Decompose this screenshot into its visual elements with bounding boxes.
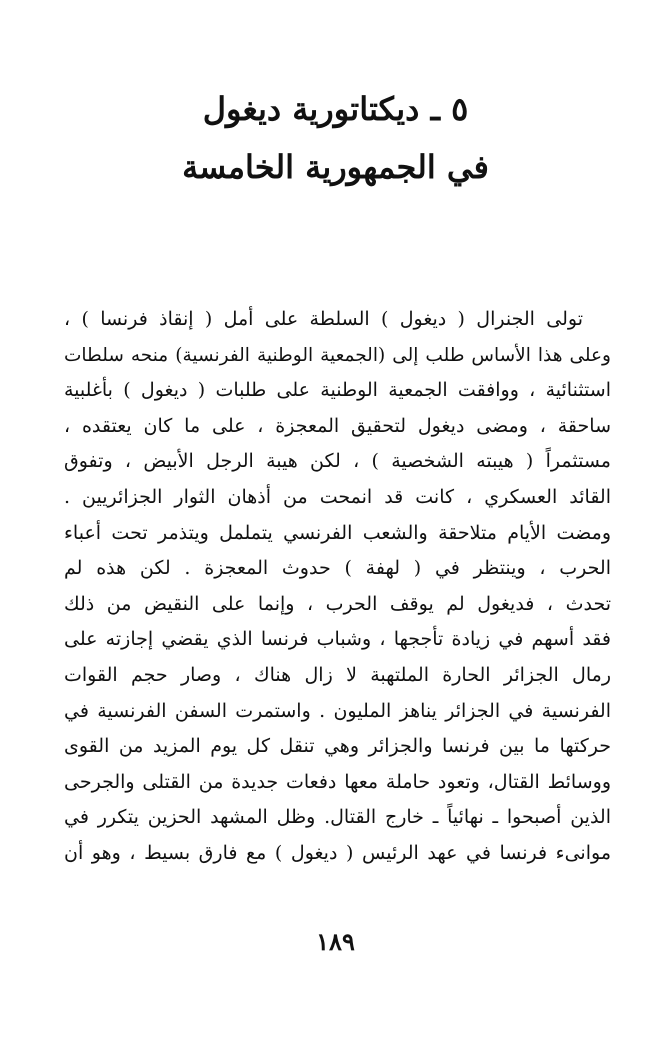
text-line: ومضت الأيام متلاحقة والشعب الفرنسي يتململ ويتذمر تحت أعباء — [64, 521, 611, 544]
text-line: تولى الجنرال ( ديغول ) السلطة على أمل ( إنقاذ فرنسا ) ، — [64, 308, 583, 330]
text-line: ساحقة ، ومضى ديغول لتحقيق المعجزة ، على ما كان يعتقده ، — [64, 414, 611, 437]
body-text — [64, 302, 611, 872]
chapter-title-line-2: في الجمهورية الخامسة — [182, 148, 489, 186]
text-line: رمال الجزائر الحارة الملتهبة لا زال هناك ، وصار حجم القوات — [64, 663, 611, 686]
text-line: موانىء فرنسا في عهد الرئيس ( ديغول ) مع فارق بسيط ، وهو أن — [64, 841, 611, 864]
text-line: وعلى هذا الأساس طلب إلى (الجمعية الوطنية الفرنسية) منحه سلطات — [64, 344, 611, 366]
chapter-title — [60, 80, 611, 196]
text-line: ووسائط القتال، وتعود حاملة معها دفعات جديدة من القتلى والجرحى — [64, 770, 611, 793]
text-line: الذين أصبحوا ـ نهائياً ـ خارج القتال. وظل المشهد الحزين يتكرر في — [64, 806, 611, 829]
text-line: استثنائية ، ووافقت الجمعية الوطنية على طلبات ( ديغول ) بأغلبية — [64, 379, 611, 402]
text-line: الحرب ، وينتظر في ( لهفة ) حدوث المعجزة . لكن هذه لم — [64, 557, 611, 580]
page-number: ١٨٩ — [316, 927, 355, 956]
text-line: حركتها ما بين فرنسا والجزائر وهي تنقل كل يوم المزيد من القوى — [64, 735, 611, 758]
text-line: تحدث ، فديغول لم يوقف الحرب ، وإنما على النقيض من ذلك — [64, 592, 611, 615]
text-line: فقد أسهم في زيادة تأججها ، وشباب فرنسا الذي يقضي إجازته على — [64, 628, 611, 651]
chapter-title-line-1: ٥ ـ ديكتاتورية ديغول — [202, 90, 469, 128]
text-line: مستثمراً ( هيبته الشخصية ) ، لكن هيبة الرجل الأبيض ، وتفوق — [64, 450, 611, 473]
text-line: الفرنسية في الجزائر يناهز المليون . واستمرت السفن الفرنسية في — [64, 699, 611, 722]
text-line: القائد العسكري ، كانت قد انمحت من أذهان الثوار الجزائريين . — [64, 485, 611, 508]
